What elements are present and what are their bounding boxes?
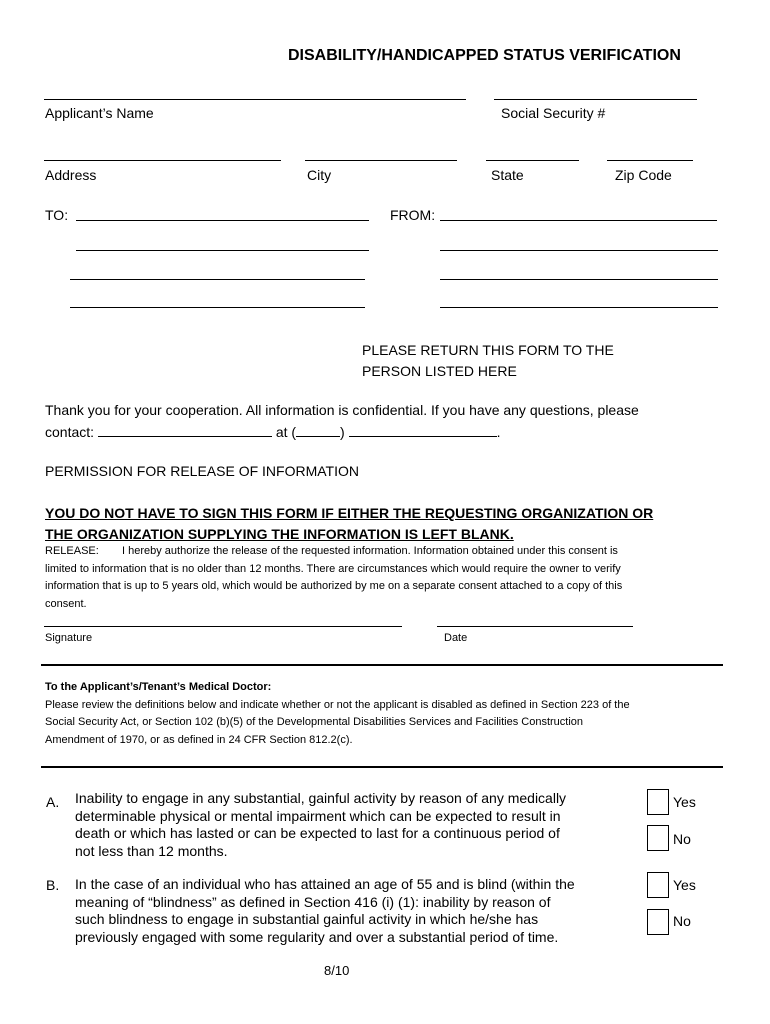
return-notice	[362, 340, 614, 382]
zip-label: Zip Code	[615, 167, 672, 183]
ssn-label: Social Security #	[501, 105, 606, 121]
date-field[interactable]	[437, 626, 633, 627]
from-field-line-3[interactable]	[440, 279, 718, 280]
to-field-line-2[interactable]	[76, 250, 369, 251]
from-field-line-1[interactable]	[440, 220, 717, 221]
release-line-1: I hereby authorize the release of the requested information. Information obtained under this consent is	[122, 545, 618, 557]
question-a-yes-checkbox[interactable]	[647, 789, 669, 815]
question-b-yes-checkbox[interactable]	[647, 872, 669, 898]
release-line-3: information that is up to 5 years old, which would be authorized by me on a separate consent attached to a copy of this	[45, 580, 623, 592]
contact-label: contact:	[45, 424, 95, 440]
ssn-field[interactable]	[494, 99, 697, 100]
question-b-yes-label: Yes	[673, 877, 696, 893]
question-b-line-1: In the case of an individual who has attained an age of 55 and is blind (within the	[75, 876, 575, 892]
question-b-no-checkbox[interactable]	[647, 909, 669, 935]
applicant-name-label: Applicant’s Name	[45, 105, 154, 121]
area-code-field[interactable]	[296, 422, 340, 437]
return-notice-line-2: PERSON LISTED HERE	[362, 363, 517, 379]
page-title: DISABILITY/HANDICAPPED STATUS VERIFICATION	[288, 47, 681, 64]
question-b-line-2: meaning of “blindness” as defined in Section 416 (i) (1): inability by reason of	[75, 893, 551, 910]
section-divider-1	[41, 664, 723, 666]
release-line-4: consent.	[45, 597, 87, 610]
doctor-line-1: Please review the definitions below and indicate whether or not the applicant is disabled as defined in Section 223 of the	[45, 698, 630, 711]
question-b-no-label: No	[673, 913, 691, 929]
warning-notice	[45, 503, 653, 545]
address-label: Address	[45, 167, 97, 183]
question-b-letter: B.	[46, 877, 60, 893]
at-label: at (	[275, 424, 297, 440]
from-field-line-4[interactable]	[440, 307, 718, 308]
city-label: City	[307, 167, 332, 183]
to-field-line-1[interactable]	[76, 220, 369, 221]
phone-field[interactable]	[349, 422, 497, 437]
warning-line-1: YOU DO NOT HAVE TO SIGN THIS FORM IF EITHER THE REQUESTING ORGANIZATION OR	[45, 505, 654, 521]
to-field-line-4[interactable]	[70, 307, 365, 308]
paren-close: )	[340, 424, 345, 440]
from-label: FROM:	[390, 207, 436, 223]
question-a-text	[75, 790, 566, 860]
from-field-line-2[interactable]	[440, 250, 718, 251]
release-line-2: limited to information that is no older than 12 months. There are circumstances which would require the owner to verify	[45, 562, 621, 575]
permission-heading: PERMISSION FOR RELEASE OF INFORMATION	[45, 463, 359, 479]
doctor-section	[45, 679, 630, 749]
applicant-name-field[interactable]	[44, 99, 466, 100]
return-notice-line-1: PLEASE RETURN THIS FORM TO THE	[362, 342, 614, 358]
question-a-yes-label: Yes	[673, 794, 696, 810]
question-b-line-3: such blindness to engage in substantial gainful activity in which he/she has	[75, 911, 539, 927]
contact-period: .	[496, 424, 501, 440]
question-a-letter: A.	[46, 794, 60, 810]
warning-line-2: THE ORGANIZATION SUPPLYING THE INFORMATION IS LEFT BLANK.	[45, 526, 514, 542]
question-b-text	[75, 876, 575, 946]
signature-label: Signature	[45, 632, 93, 644]
question-a-line-2: determinable physical or mental impairment which can be expected to result in	[75, 807, 561, 824]
city-field[interactable]	[305, 160, 457, 161]
to-label: TO:	[45, 207, 69, 223]
state-label: State	[491, 167, 524, 183]
question-b-line-4: previously engaged with some regularity and over a substantial period of time.	[75, 928, 559, 945]
contact-name-field[interactable]	[98, 422, 272, 437]
section-divider-2	[41, 766, 723, 768]
thanks-line: Thank you for your cooperation. All information is confidential. If you have any questions, please	[45, 402, 639, 418]
signature-field[interactable]	[44, 626, 402, 627]
question-a-no-label: No	[673, 831, 691, 847]
question-a-line-4: not less than 12 months.	[75, 842, 228, 859]
page-number: 8/10	[324, 963, 350, 978]
question-a-line-1: Inability to engage in any substantial, gainful activity by reason of any medically	[75, 790, 567, 806]
contact-line	[45, 422, 501, 443]
date-label: Date	[444, 632, 468, 644]
zip-field[interactable]	[607, 160, 693, 161]
to-field-line-3[interactable]	[70, 279, 365, 280]
doctor-line-3: Amendment of 1970, or as defined in 24 CFR Section 812.2(c).	[45, 733, 353, 746]
doctor-heading: To the Applicant’s/Tenant’s Medical Doctor:	[45, 681, 272, 693]
doctor-line-2: Social Security Act, or Section 102 (b)(5) of the Developmental Disabilities Services and Facilities Construction	[45, 716, 584, 728]
state-field[interactable]	[486, 160, 579, 161]
release-paragraph	[45, 543, 622, 613]
question-a-no-checkbox[interactable]	[647, 825, 669, 851]
question-a-line-3: death or which has lasted or can be expected to last for a continuous period of	[75, 825, 560, 841]
address-field[interactable]	[44, 160, 281, 161]
release-label: RELEASE:	[45, 545, 99, 557]
